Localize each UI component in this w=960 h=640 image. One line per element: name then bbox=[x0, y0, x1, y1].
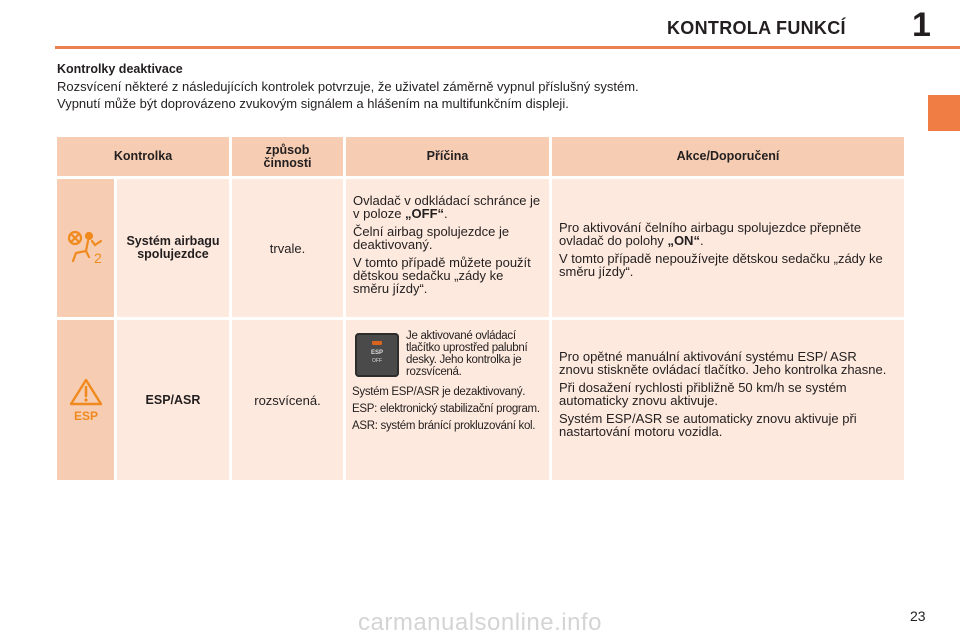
chapter-side-tab bbox=[928, 95, 960, 131]
esp-icon-cell bbox=[57, 320, 114, 480]
esp-cause-4: ASR: systém bránící prokluzování kol. bbox=[352, 420, 536, 432]
esp-mode-cell bbox=[232, 320, 343, 480]
esp-warning-icon bbox=[68, 378, 104, 422]
esp-button-off-label: OFF bbox=[372, 358, 382, 364]
esp-cause-button-note bbox=[406, 330, 546, 383]
intro-line-2: Vypnutí může být doprovázeno zvukovým signálem a hlášením na multifunkčním displeji. bbox=[57, 96, 569, 111]
chapter-number: 1 bbox=[912, 6, 931, 44]
header-rule bbox=[55, 46, 960, 49]
intro-text bbox=[57, 78, 917, 112]
passenger-airbag-off-icon bbox=[65, 227, 107, 269]
esp-action-2: Při dosažení rychlosti přibližně 50 km/h se systém automaticky znovu aktivuje. bbox=[559, 380, 847, 408]
intro-line-1: Rozsvícení některé z následujících kontrolek potvrzuje, že uživatel záměrně vypnul příslušný systém. bbox=[57, 79, 639, 94]
esp-off-button-icon bbox=[355, 333, 399, 377]
esp-cause-1: Je aktivované ovládací tlačítko uprostřed palubní desky. Jeho kontrolka je rozsvícená. bbox=[406, 330, 528, 378]
header-zpusob-label: způsob činnosti bbox=[263, 142, 312, 170]
airbag-cause-3: V tomto případě můžete použít dětskou sedačku „zády ke směru jízdy“. bbox=[353, 255, 531, 296]
svg-text:2: 2 bbox=[93, 250, 102, 266]
esp-cause-3: ESP: elektronický stabilizační program. bbox=[352, 403, 540, 415]
airbag-mode-cell bbox=[232, 179, 343, 317]
airbag-cause-cell bbox=[346, 179, 549, 317]
esp-mode: rozsvícená. bbox=[254, 392, 321, 408]
section-heading: Kontrolky deaktivace bbox=[57, 62, 183, 76]
airbag-icon-cell bbox=[57, 179, 114, 317]
esp-cause-notes bbox=[352, 386, 542, 437]
header-zpusob bbox=[232, 137, 343, 176]
airbag-cause-2: Čelní airbag spolujezdce je deaktivovaný. bbox=[353, 224, 510, 252]
esp-cause-2: Systém ESP/ASR je dezaktivovaný. bbox=[352, 386, 526, 398]
airbag-action-2: V tomto případě nepoužívejte dětskou sedačku „zády ke směru jízdy“. bbox=[559, 251, 883, 279]
header-akce: Akce/Doporučení bbox=[552, 137, 904, 176]
airbag-name-cell bbox=[117, 179, 229, 317]
airbag-mode: trvale. bbox=[269, 240, 306, 256]
airbag-cause-1-end: . bbox=[444, 206, 448, 221]
airbag-cause-1 bbox=[353, 194, 541, 220]
esp-icon-text: ESP bbox=[73, 409, 98, 422]
header-kontrolka: Kontrolka bbox=[57, 137, 229, 176]
airbag-action-1-end: . bbox=[699, 233, 704, 248]
airbag-action-1-text: Pro aktivování čelního airbagu spolujezdce přepněte ovladač do polohy bbox=[559, 220, 862, 248]
esp-system-name: ESP/ASR bbox=[145, 392, 201, 407]
page-number: 23 bbox=[910, 608, 926, 624]
airbag-action-on-value: „ON“ bbox=[667, 233, 700, 248]
esp-action-3: Systém ESP/ASR se automaticky znovu aktivuje při nastartování motoru vozidla. bbox=[559, 411, 857, 439]
header-pricina: Příčina bbox=[346, 137, 549, 176]
airbag-system-name: Systém airbagu spolujezdce bbox=[126, 234, 220, 261]
airbag-action-1 bbox=[559, 221, 892, 247]
airbag-action-cell bbox=[552, 179, 904, 317]
watermark: carmanualsonline.info bbox=[358, 609, 602, 636]
esp-button-label: ESP bbox=[370, 350, 383, 356]
esp-action-1: Pro opětné manuální aktivování systému ESP/ ASR znovu stiskněte ovládací tlačítko. Jeho kontrolka zhasne. bbox=[559, 349, 887, 377]
esp-action-cell bbox=[552, 320, 904, 480]
page-title: KONTROLA FUNKCÍ bbox=[667, 18, 846, 38]
esp-button-led bbox=[372, 341, 382, 345]
airbag-cause-off-value: „OFF“ bbox=[405, 206, 445, 221]
esp-name-cell bbox=[117, 320, 229, 480]
airbag-cause-1-text: Ovladač v odkládací schránce je v poloze bbox=[353, 193, 541, 221]
